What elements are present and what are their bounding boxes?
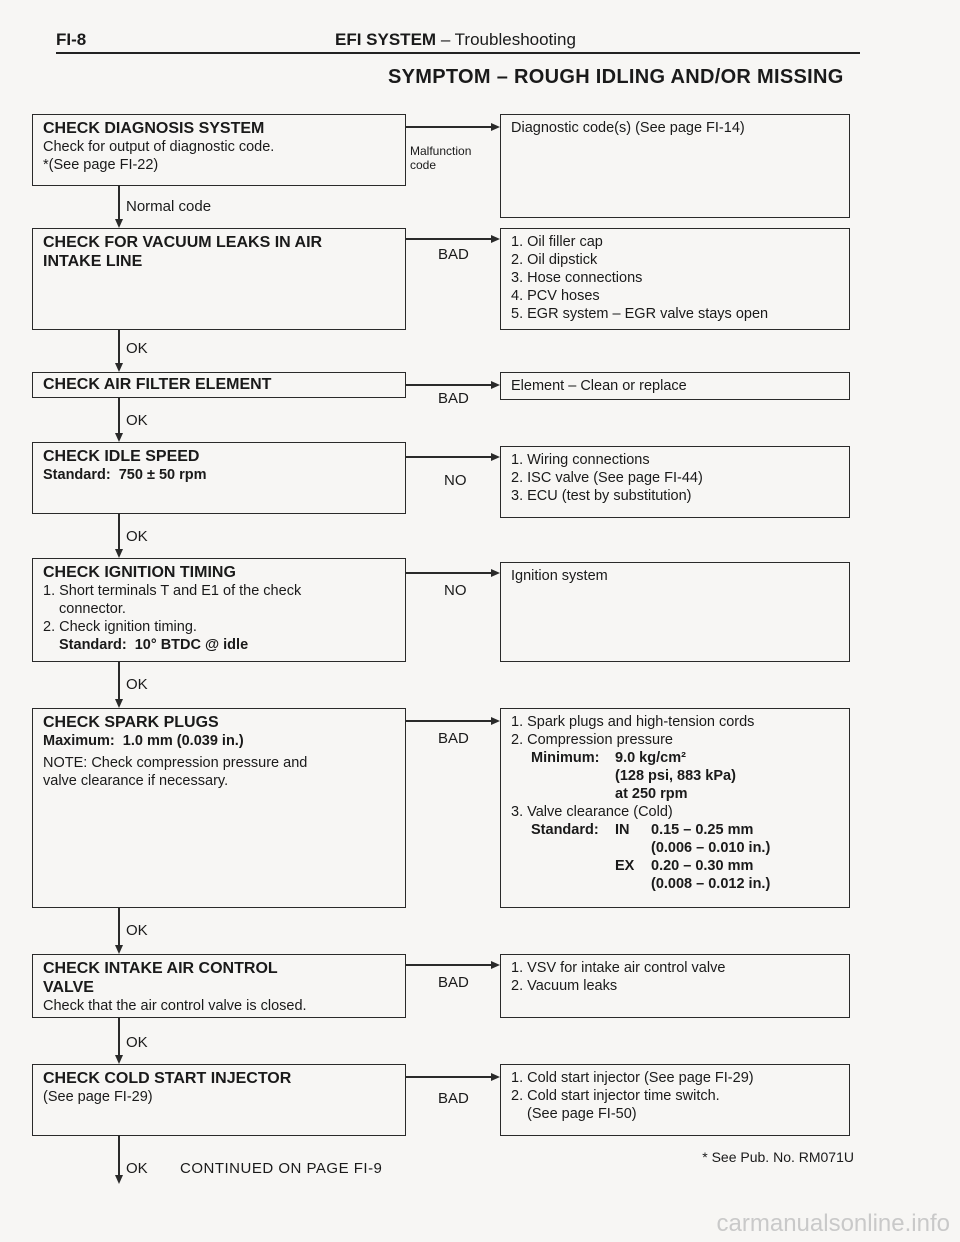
note-line: valve clearance if necessary. — [43, 773, 229, 789]
arrow-right-icon — [491, 453, 500, 461]
result-line: 3. Hose connections — [511, 270, 643, 286]
branch-connector — [406, 456, 492, 458]
spec-value: 9.0 kg/cm² — [615, 750, 686, 766]
spec-value: 1.0 mm (0.039 in.) — [122, 733, 244, 749]
footnote: * See Pub. No. RM071U — [702, 1149, 854, 1165]
flow-label: OK — [126, 1160, 148, 1177]
arrow-right-icon — [491, 235, 500, 243]
step-title: CHECK FOR VACUUM LEAKS IN AIR — [43, 234, 323, 251]
result-line: 2. Oil dipstick — [511, 252, 598, 268]
result-line: 1. Spark plugs and high-tension cords — [511, 714, 755, 730]
result-box-air-filter — [500, 372, 850, 400]
branch-label: BAD — [438, 246, 469, 263]
result-line: 2. ISC valve (See page FI-44) — [511, 470, 703, 486]
step-box-air-filter — [32, 372, 406, 398]
arrow-down-icon — [115, 1175, 123, 1184]
section-name: EFI SYSTEM — [335, 30, 437, 49]
note-line: NOTE: Check compression pressure and — [43, 755, 308, 771]
branch-label: BAD — [438, 390, 469, 407]
spec-value: (128 psi, 883 kPa) — [615, 768, 736, 784]
spec-label: IN — [615, 822, 630, 838]
continued-note: CONTINUED ON PAGE FI-9 — [180, 1160, 383, 1177]
spec-value: (0.008 – 0.012 in.) — [651, 876, 771, 892]
arrow-down-icon — [115, 363, 123, 372]
branch-label: BAD — [438, 1090, 469, 1107]
flow-connector — [118, 186, 120, 222]
arrow-right-icon — [491, 381, 500, 389]
flow-connector — [118, 662, 120, 702]
flow-label: OK — [126, 412, 148, 429]
result-line: 2. Vacuum leaks — [511, 978, 618, 994]
page-number: FI-8 — [56, 30, 87, 49]
result-box-intake-air-control — [500, 954, 850, 1018]
branch-label: BAD — [438, 730, 469, 747]
flow-label: Normal code — [126, 198, 212, 215]
result-line: 5. EGR system – EGR valve stays open — [511, 306, 769, 322]
arrow-down-icon — [115, 945, 123, 954]
spec-label: Standard: — [59, 637, 127, 653]
step-title: CHECK IGNITION TIMING — [43, 564, 236, 581]
branch-connector — [406, 572, 492, 574]
result-line: 1. VSV for intake air control valve — [511, 960, 726, 976]
branch-label: NO — [444, 472, 467, 489]
min-spec — [511, 749, 839, 803]
result-line: Ignition system — [511, 568, 608, 584]
spec-value: 0.20 – 0.30 mm — [651, 858, 754, 874]
flow-label: OK — [126, 676, 148, 693]
step-line: *(See page FI-22) — [43, 157, 159, 173]
header-title — [335, 30, 576, 50]
result-line: 1. Cold start injector (See page FI-29) — [511, 1070, 754, 1086]
branch-label: Malfunction code — [410, 144, 472, 172]
step-box-vacuum-leaks — [32, 228, 406, 330]
step-box-diagnosis — [32, 114, 406, 186]
branch-connector — [406, 238, 492, 240]
spec-label: Standard: — [531, 822, 599, 838]
branch-connector — [406, 964, 492, 966]
spec-value: 750 ± 50 rpm — [118, 467, 207, 483]
result-box-ignition-timing — [500, 562, 850, 662]
step-box-ignition-timing — [32, 558, 406, 662]
flow-connector — [118, 1018, 120, 1058]
flow-label: OK — [126, 528, 148, 545]
step-line: 1. Short terminals T and E1 of the check — [43, 583, 302, 599]
symptom-title: SYMPTOM – ROUGH IDLING AND/OR MISSING — [388, 66, 844, 88]
step-title: CHECK DIAGNOSIS SYSTEM — [43, 120, 265, 137]
result-line: 4. PCV hoses — [511, 288, 600, 304]
spec-value: 0.15 – 0.25 mm — [651, 822, 754, 838]
header-rule — [56, 52, 860, 54]
arrow-right-icon — [491, 1073, 500, 1081]
flow-connector — [118, 908, 120, 948]
step-box-idle-speed — [32, 442, 406, 514]
step-title: CHECK COLD START INJECTOR — [43, 1070, 292, 1087]
flow-connector — [118, 1136, 120, 1178]
step-title: CHECK AIR FILTER ELEMENT — [43, 376, 272, 393]
branch-label: NO — [444, 582, 467, 599]
spec-label: Maximum: — [43, 733, 115, 749]
flow-label: OK — [126, 1034, 148, 1051]
result-line: 1. Oil filler cap — [511, 234, 603, 250]
step-box-cold-start-injector — [32, 1064, 406, 1136]
step-line: Check that the air control valve is closed. — [43, 998, 307, 1014]
arrow-down-icon — [115, 549, 123, 558]
result-box-vacuum-leaks — [500, 228, 850, 330]
branch-connector — [406, 384, 492, 386]
step-line: connector. — [59, 601, 126, 617]
result-box-cold-start-injector — [500, 1064, 850, 1136]
flow-connector — [118, 514, 120, 552]
step-box-spark-plugs — [32, 708, 406, 908]
arrow-down-icon — [115, 699, 123, 708]
spec-label: EX — [615, 858, 635, 874]
arrow-down-icon — [115, 433, 123, 442]
arrow-right-icon — [491, 569, 500, 577]
subsection-name: – Troubleshooting — [440, 30, 576, 49]
spec-value: at 250 rpm — [615, 786, 688, 802]
valve-clearance-spec — [511, 821, 839, 893]
spec-value: (0.006 – 0.010 in.) — [651, 840, 771, 856]
arrow-down-icon — [115, 219, 123, 228]
branch-connector — [406, 1076, 492, 1078]
result-box-diagnosis — [500, 114, 850, 218]
arrow-right-icon — [491, 717, 500, 725]
arrow-right-icon — [491, 123, 500, 131]
step-title: CHECK INTAKE AIR CONTROL — [43, 960, 278, 977]
step-line: Check for output of diagnostic code. — [43, 139, 275, 155]
result-line: 2. Compression pressure — [511, 732, 673, 748]
result-box-idle-speed — [500, 446, 850, 518]
step-title: VALVE — [43, 979, 94, 996]
step-title: INTAKE LINE — [43, 253, 143, 270]
flow-connector — [118, 398, 120, 436]
flow-label: OK — [126, 922, 148, 939]
step-line: 2. Check ignition timing. — [43, 619, 197, 635]
watermark: carmanualsonline.info — [716, 1210, 950, 1237]
result-line: 1. Wiring connections — [511, 452, 650, 468]
result-line: Diagnostic code(s) (See page FI-14) — [511, 120, 745, 136]
step-box-intake-air-control — [32, 954, 406, 1018]
step-title: CHECK SPARK PLUGS — [43, 714, 219, 731]
result-line: Element – Clean or replace — [511, 378, 687, 394]
spec-value: 10° BTDC @ idle — [134, 637, 249, 653]
step-title: CHECK IDLE SPEED — [43, 448, 200, 465]
arrow-right-icon — [491, 961, 500, 969]
flow-label: OK — [126, 340, 148, 357]
result-line: (See page FI-50) — [527, 1106, 637, 1122]
branch-connector — [406, 126, 492, 128]
flow-connector — [118, 330, 120, 366]
result-line: 3. Valve clearance (Cold) — [511, 804, 673, 820]
result-box-spark-plugs — [500, 708, 850, 908]
spec-label: Standard: — [43, 467, 111, 483]
step-line: (See page FI-29) — [43, 1089, 153, 1105]
spec-label: Minimum: — [531, 750, 600, 766]
branch-label: BAD — [438, 974, 469, 991]
branch-connector — [406, 720, 492, 722]
result-line: 2. Cold start injector time switch. — [511, 1088, 720, 1104]
arrow-down-icon — [115, 1055, 123, 1064]
result-line: 3. ECU (test by substitution) — [511, 488, 692, 504]
